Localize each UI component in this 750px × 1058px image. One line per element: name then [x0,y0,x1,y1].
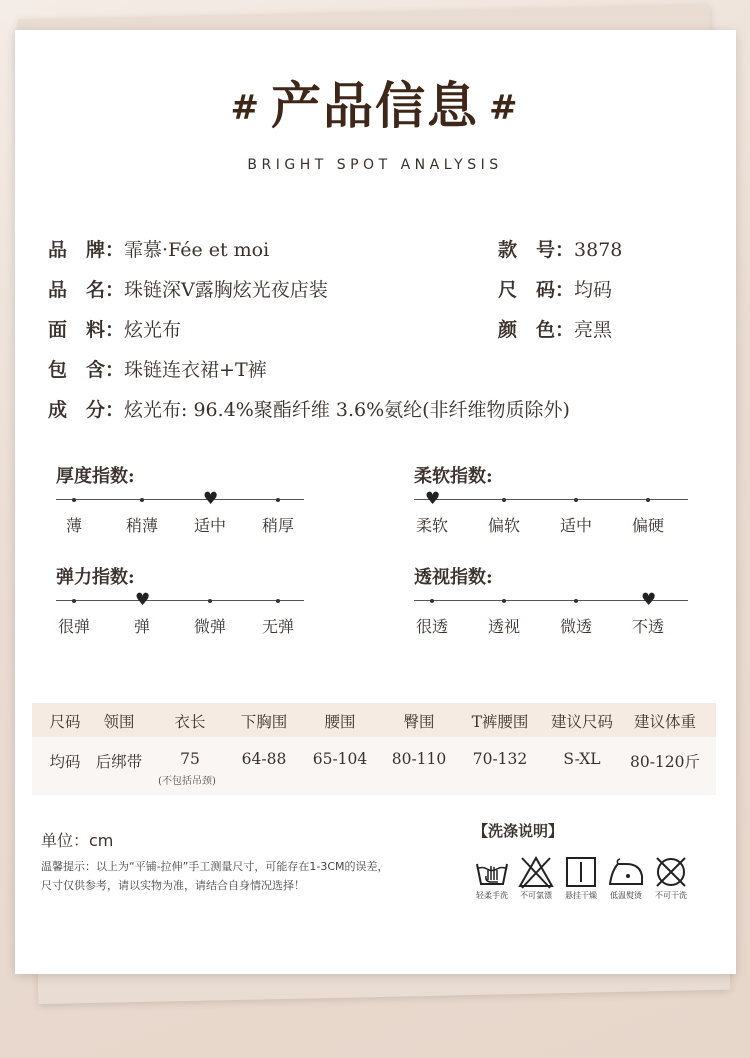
thickness-scale-line [56,499,304,500]
colon: ： [555,239,575,261]
size-value-cell: 75 [180,750,200,768]
no-dry-clean-icon [651,852,691,892]
scale-dot [430,599,434,603]
unit-label: 单位：cm [41,831,114,850]
scale-dot [276,599,280,603]
colon: ： [105,399,125,421]
colon: ： [105,359,125,381]
size-header-cell: 尺码 [49,713,81,731]
info-value: 珠链深V露胸炫光夜店装 [124,279,328,301]
softness-index-title: 柔软指数: [414,466,493,487]
info-value: 炫光布: 96.4%聚酯纤维 3.6%氨纶(非纤维物质除外) [124,399,570,421]
size-value-cell: 80-110 [391,750,447,768]
info-label: 包 含 [48,359,106,381]
info-label: 面 料 [48,319,106,341]
hang-dry-icon [561,852,601,892]
size-value-cell: 80-120斤 [629,753,701,771]
scale-option-label: 很弹 [57,617,90,636]
info-value: 3878 [574,239,623,261]
size-header-cell: 领围 [103,713,135,731]
size-value-cell: 后绑带 [95,753,143,771]
scale-option-label: 稍厚 [261,516,294,535]
heart-marker-icon: ♥ [203,489,219,509]
scale-dot [574,498,578,502]
scale-dot [140,498,144,502]
wash-label: 悬挂干燥 [565,891,597,900]
size-header-cell: 臀围 [403,713,435,731]
scale-dot [646,498,650,502]
info-label: 尺 码 [498,279,556,301]
thickness-index-title: 厚度指数: [56,466,135,487]
tip-line-2: 尺寸仅供参考，请以实物为准，请结合自身情况选择！ [41,879,305,892]
tip-line-1: 温馨提示：以上为“平铺-拉伸”手工测量尺寸，可能存在1-3CM的误差， [41,860,389,873]
scale-option-label: 微透 [559,617,592,636]
transparency-index-title: 透视指数: [414,567,493,588]
info-row-composition [48,395,570,422]
scale-option-label: 不透 [631,617,664,636]
info-value: 炫光布 [124,319,182,341]
size-header-cell: 腰围 [324,713,356,731]
info-row-includes [48,355,267,382]
size-value-cell: 均码 [49,753,81,771]
info-row-name [48,275,328,302]
wash-label: 低温熨烫 [610,891,642,900]
colon: ： [105,319,125,341]
heart-marker-icon: ♥ [641,590,657,610]
info-row-size [498,275,612,302]
colon: ： [105,279,125,301]
heart-marker-icon: ♥ [425,489,441,509]
info-row-brand [48,235,269,262]
info-label: 品 牌 [48,239,106,261]
info-label: 颜 色 [498,319,556,341]
size-value-cell: 70-132 [472,750,528,768]
info-value: 均码 [574,279,613,301]
scale-option-label: 很透 [415,617,448,636]
info-row-style-no [498,235,622,262]
scale-dot [502,498,506,502]
wash-title: 【洗涤说明】 [473,822,564,840]
scale-option-label: 偏硬 [631,516,664,535]
elasticity-scale-line [56,600,304,601]
scale-dot [574,599,578,603]
scale-dot [72,498,76,502]
scale-dot [502,599,506,603]
size-value-cell: 64-88 [241,750,287,768]
info-label: 款 号 [498,239,556,261]
scale-option-label: 适中 [559,516,592,535]
size-header-cell: 建议体重 [633,713,696,731]
elasticity-index-title: 弹力指数: [56,567,135,588]
colon: ： [555,319,575,341]
wash-label: 轻柔手洗 [476,891,508,900]
scale-option-label: 稍薄 [125,516,158,535]
size-header-cell: 建议尺码 [550,713,613,731]
heart-marker-icon: ♥ [135,590,151,610]
wash-label: 不可干洗 [655,891,687,900]
subtitle: BRIGHT SPOT ANALYSIS [247,157,503,173]
scale-option-label: 无弹 [261,617,294,636]
page-title [0,66,750,138]
scale-option-label: 适中 [193,516,226,535]
info-row-fabric [48,315,181,342]
info-row-color [498,315,612,342]
colon: ： [105,239,125,261]
info-value: 霏慕·Fée et moi [124,239,270,261]
size-header-cell: T裤腰围 [471,713,529,731]
info-label: 品 名 [48,279,106,301]
scale-option-label: 偏软 [487,516,520,535]
hand-wash-icon [472,852,512,892]
scale-option-label: 透视 [487,617,520,636]
wash-label: 不可氯漂 [520,891,552,900]
colon: ： [555,279,575,301]
scale-dot [208,599,212,603]
scale-option-label: 弹 [133,617,150,636]
size-value-cell: S-XL [563,750,601,768]
no-bleach-icon [516,852,556,892]
title-text: 产品信息 [271,76,479,135]
hash-left: # [230,88,261,128]
hash-right: # [489,88,520,128]
scale-dot [72,599,76,603]
size-header-cell: 下胸围 [240,713,288,731]
size-note: (不包括吊颈) [158,776,216,787]
scale-option-label: 柔软 [415,516,448,535]
scale-option-label: 微弹 [193,617,226,636]
info-value: 亮黑 [574,319,613,341]
info-value: 珠链连衣裙+T裤 [124,359,267,381]
scale-option-label: 薄 [65,516,82,535]
scale-dot [276,498,280,502]
size-header-cell: 衣长 [174,713,206,731]
info-label: 成 分 [48,399,106,421]
low-iron-icon [606,852,646,892]
size-value-cell: 65-104 [312,750,368,768]
